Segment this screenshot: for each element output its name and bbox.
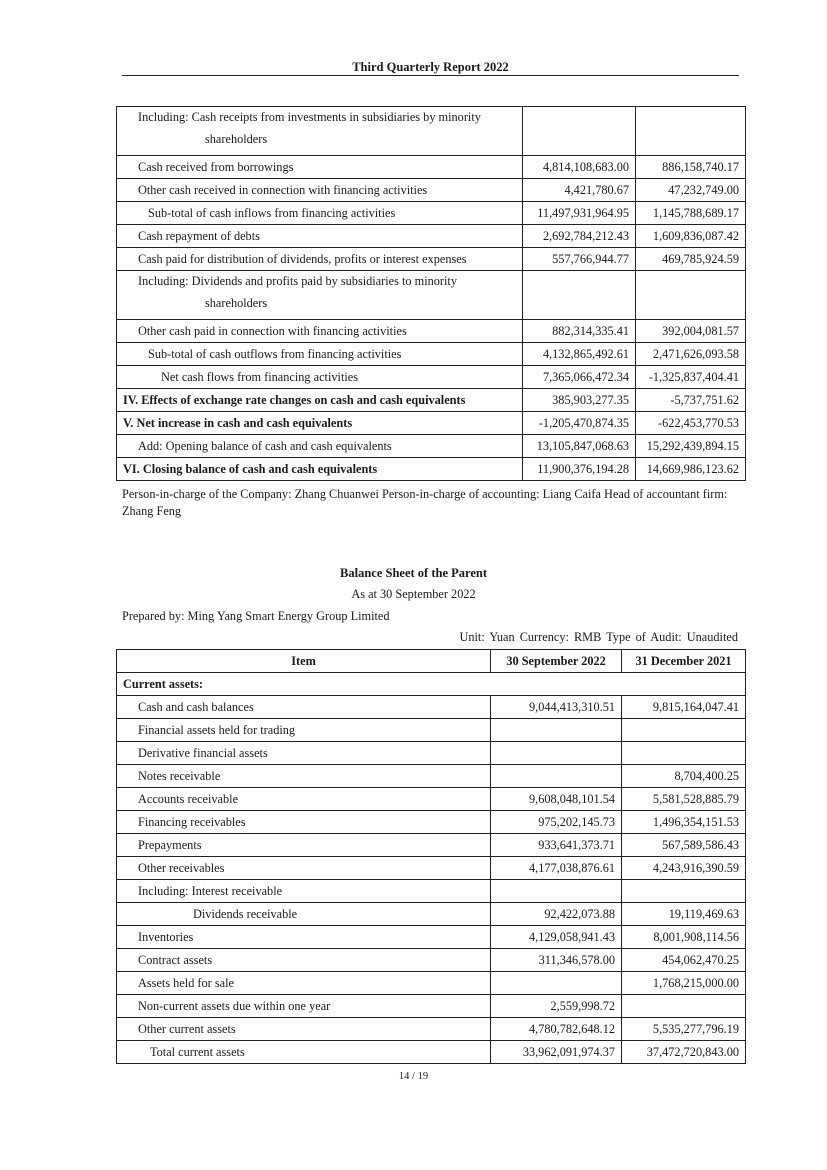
table-row	[117, 458, 746, 481]
value-current-period: 4,814,108,683.00	[523, 156, 636, 179]
value-sep-2022	[491, 880, 622, 903]
value-current-period	[523, 107, 636, 156]
row-label: Total current assets	[117, 1041, 491, 1064]
value-current-period: 13,105,847,068.63	[523, 435, 636, 458]
value-dec-2021: 8,704,400.25	[622, 765, 746, 788]
value-sep-2022: 975,202,145.73	[491, 811, 622, 834]
row-label-continuation: shareholders	[205, 132, 268, 146]
table-row	[117, 366, 746, 389]
value-current-period: 385,903,277.35	[523, 389, 636, 412]
table-row	[117, 1041, 746, 1064]
value-sep-2022: 933,641,373.71	[491, 834, 622, 857]
table-row	[117, 156, 746, 179]
value-sep-2022: 2,559,998.72	[491, 995, 622, 1018]
value-prior-period: 2,471,626,093.58	[636, 343, 746, 366]
row-label-line: Including: Cash receipts from investments in subsidiaries by minority	[138, 110, 481, 124]
value-prior-period: -622,453,770.53	[636, 412, 746, 435]
row-label: Financial assets held for trading	[117, 719, 491, 742]
value-current-period: -1,205,470,874.35	[523, 412, 636, 435]
row-label	[117, 107, 523, 156]
table-row	[117, 1018, 746, 1041]
row-label: Dividends receivable	[117, 903, 491, 926]
row-label: Cash and cash balances	[117, 696, 491, 719]
table-row	[117, 742, 746, 765]
row-label-continuation: shareholders	[205, 296, 268, 310]
value-prior-period: 1,609,836,087.42	[636, 225, 746, 248]
table-row	[117, 995, 746, 1018]
table-row	[117, 972, 746, 995]
table-row	[117, 926, 746, 949]
row-label: Sub-total of cash outflows from financing activities	[117, 343, 523, 366]
value-sep-2022: 4,177,038,876.61	[491, 857, 622, 880]
value-sep-2022: 9,044,413,310.51	[491, 696, 622, 719]
row-label: Other current assets	[117, 1018, 491, 1041]
table-row	[117, 949, 746, 972]
table-row	[117, 343, 746, 366]
table-row	[117, 225, 746, 248]
table-row	[117, 202, 746, 225]
value-dec-2021: 5,581,528,885.79	[622, 788, 746, 811]
row-label: V. Net increase in cash and cash equivalents	[117, 412, 523, 435]
value-sep-2022: 92,422,073.88	[491, 903, 622, 926]
value-current-period: 4,421,780.67	[523, 179, 636, 202]
value-prior-period: -1,325,837,404.41	[636, 366, 746, 389]
column-header-dec-2021: 31 December 2021	[622, 650, 746, 673]
table-row	[117, 248, 746, 271]
value-current-period: 4,132,865,492.61	[523, 343, 636, 366]
row-label: Notes receivable	[117, 765, 491, 788]
value-current-period: 882,314,335.41	[523, 320, 636, 343]
row-label-line: Including: Dividends and profits paid by subsidiaries to minority	[138, 274, 457, 288]
value-dec-2021	[622, 880, 746, 903]
header-divider	[122, 75, 739, 76]
cash-flow-table	[116, 106, 746, 481]
column-header-sep-2022: 30 September 2022	[491, 650, 622, 673]
value-prior-period: 1,145,788,689.17	[636, 202, 746, 225]
row-label: Current assets:	[117, 673, 746, 696]
value-prior-period	[636, 107, 746, 156]
value-dec-2021: 5,535,277,796.19	[622, 1018, 746, 1041]
table-row	[117, 788, 746, 811]
table-row	[117, 880, 746, 903]
row-label: Including: Interest receivable	[117, 880, 491, 903]
row-label	[117, 271, 523, 320]
value-sep-2022	[491, 719, 622, 742]
prepared-by: Prepared by: Ming Yang Smart Energy Group Limited	[122, 609, 390, 623]
value-current-period: 7,365,066,472.34	[523, 366, 636, 389]
table-row	[117, 857, 746, 880]
table-row	[117, 179, 746, 202]
report-header-title: Third Quarterly Report 2022	[352, 60, 509, 74]
table-row	[117, 320, 746, 343]
value-prior-period: 469,785,924.59	[636, 248, 746, 271]
value-dec-2021: 37,472,720,843.00	[622, 1041, 746, 1064]
value-prior-period: 392,004,081.57	[636, 320, 746, 343]
value-current-period: 557,766,944.77	[523, 248, 636, 271]
row-label: Add: Opening balance of cash and cash equivalents	[117, 435, 523, 458]
value-prior-period: 14,669,986,123.62	[636, 458, 746, 481]
row-label: Cash repayment of debts	[117, 225, 523, 248]
row-label: Assets held for sale	[117, 972, 491, 995]
value-sep-2022: 4,129,058,941.43	[491, 926, 622, 949]
row-label: Accounts receivable	[117, 788, 491, 811]
row-label: Derivative financial assets	[117, 742, 491, 765]
value-sep-2022: 9,608,048,101.54	[491, 788, 622, 811]
page-number: 14 / 19	[398, 1071, 429, 1082]
value-current-period: 11,497,931,964.95	[523, 202, 636, 225]
row-label: Other receivables	[117, 857, 491, 880]
value-sep-2022: 311,346,578.00	[491, 949, 622, 972]
value-dec-2021: 19,119,469.63	[622, 903, 746, 926]
value-dec-2021: 8,001,908,114.56	[622, 926, 746, 949]
row-label: Cash received from borrowings	[117, 156, 523, 179]
value-prior-period: 47,232,749.00	[636, 179, 746, 202]
row-label: Contract assets	[117, 949, 491, 972]
value-dec-2021: 454,062,470.25	[622, 949, 746, 972]
unit-currency-line: Unit: Yuan Currency: RMB Type of Audit: Unaudited	[459, 630, 738, 644]
value-dec-2021: 567,589,586.43	[622, 834, 746, 857]
balance-sheet-table	[116, 649, 746, 1064]
row-label: Cash paid for distribution of dividends, profits or interest expenses	[117, 248, 523, 271]
row-label: Sub-total of cash inflows from financing activities	[117, 202, 523, 225]
value-prior-period: 886,158,740.17	[636, 156, 746, 179]
column-header-item: Item	[117, 650, 491, 673]
row-label: Inventories	[117, 926, 491, 949]
row-label: IV. Effects of exchange rate changes on cash and cash equivalents	[117, 389, 523, 412]
table-row	[117, 811, 746, 834]
table-row	[117, 696, 746, 719]
value-dec-2021	[622, 742, 746, 765]
row-label: Net cash flows from financing activities	[117, 366, 523, 389]
row-label: Other cash received in connection with financing activities	[117, 179, 523, 202]
value-prior-period: 15,292,439,894.15	[636, 435, 746, 458]
table-row	[117, 765, 746, 788]
value-current-period: 2,692,784,212.43	[523, 225, 636, 248]
value-sep-2022: 4,780,782,648.12	[491, 1018, 622, 1041]
value-sep-2022: 33,962,091,974.37	[491, 1041, 622, 1064]
table-row	[117, 107, 746, 156]
table-header-row	[117, 650, 746, 673]
value-dec-2021: 1,496,354,151.53	[622, 811, 746, 834]
table-row	[117, 389, 746, 412]
table-row	[117, 435, 746, 458]
row-label: VI. Closing balance of cash and cash equivalents	[117, 458, 523, 481]
balance-sheet-title: Balance Sheet of the Parent	[340, 566, 487, 580]
table-row	[117, 271, 746, 320]
value-dec-2021: 9,815,164,047.41	[622, 696, 746, 719]
value-sep-2022	[491, 742, 622, 765]
signature-note: Person-in-charge of the Company: Zhang Chuanwei Person-in-charge of accounting: Liang Caifa Head of accountant firm: Zhang Feng	[122, 487, 728, 518]
value-dec-2021: 1,768,215,000.00	[622, 972, 746, 995]
table-row	[117, 834, 746, 857]
value-dec-2021: 4,243,916,390.59	[622, 857, 746, 880]
value-dec-2021	[622, 995, 746, 1018]
value-sep-2022	[491, 972, 622, 995]
value-prior-period: -5,737,751.62	[636, 389, 746, 412]
row-label: Prepayments	[117, 834, 491, 857]
value-prior-period	[636, 271, 746, 320]
row-label: Other cash paid in connection with financing activities	[117, 320, 523, 343]
value-sep-2022	[491, 765, 622, 788]
balance-sheet-date: As at 30 September 2022	[351, 587, 476, 601]
value-dec-2021	[622, 719, 746, 742]
row-label: Financing receivables	[117, 811, 491, 834]
value-current-period: 11,900,376,194.28	[523, 458, 636, 481]
table-row	[117, 673, 746, 696]
value-current-period	[523, 271, 636, 320]
table-row	[117, 412, 746, 435]
row-label: Non-current assets due within one year	[117, 995, 491, 1018]
table-row	[117, 719, 746, 742]
table-row	[117, 903, 746, 926]
